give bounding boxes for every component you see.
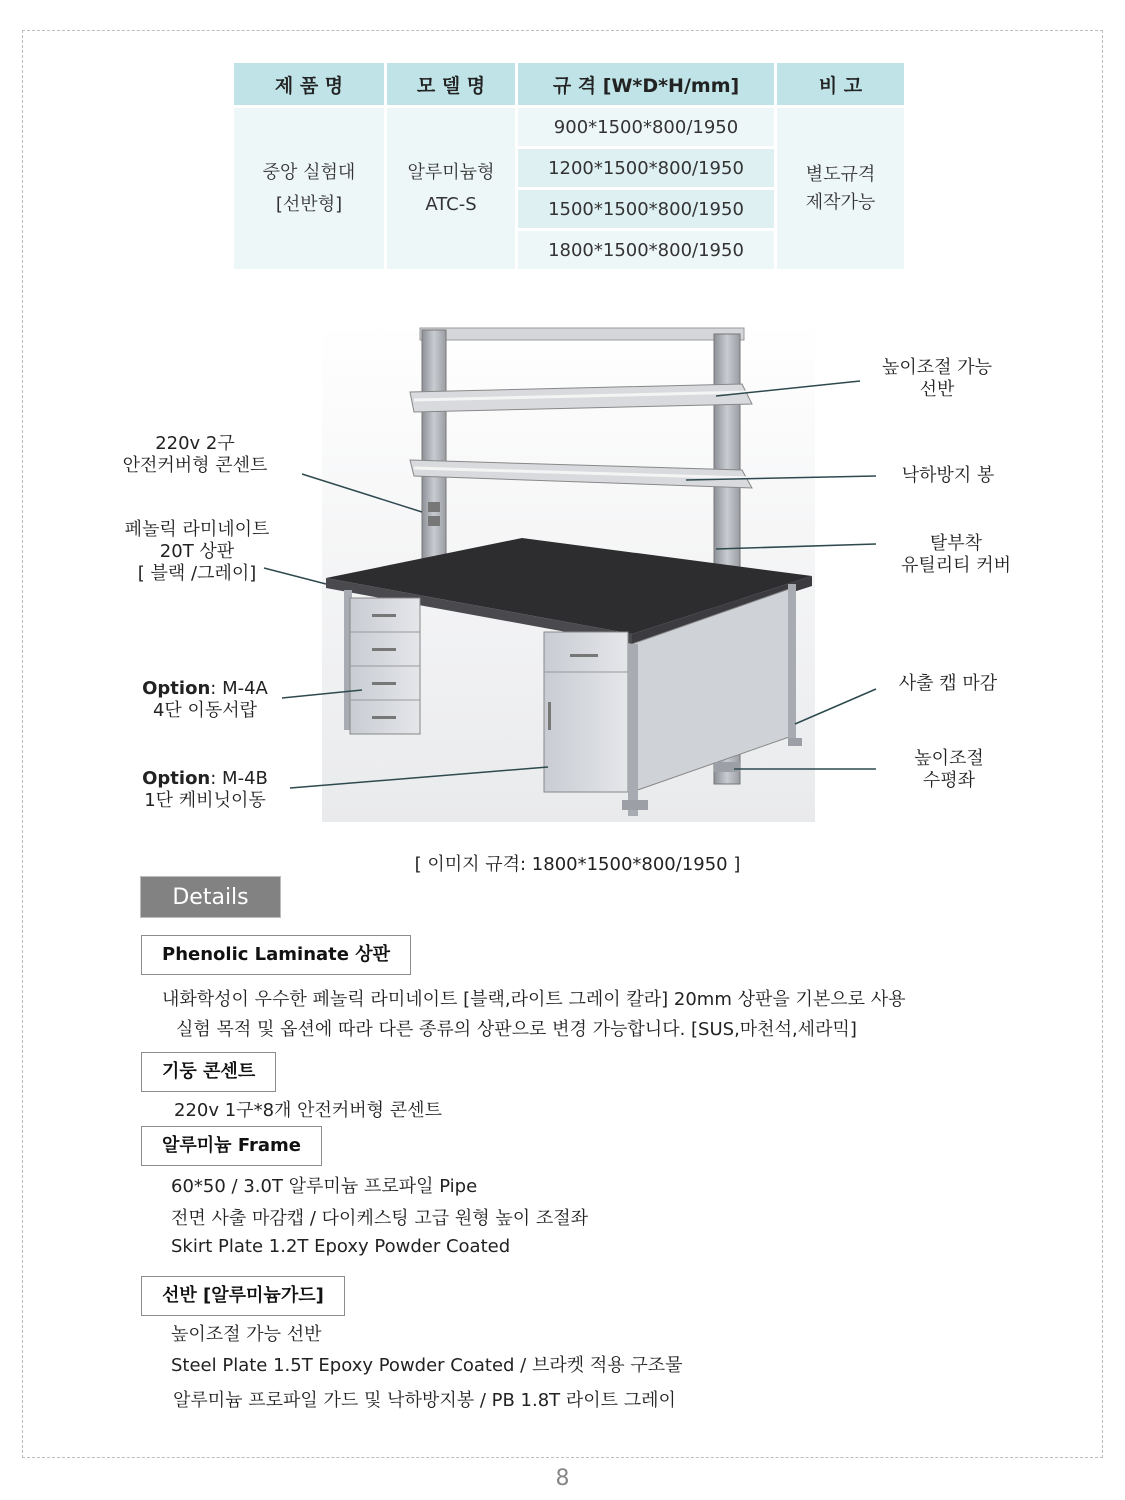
section-text: 전면 사출 마감캡 / 다이케스팅 고급 원형 높이 조절좌 <box>171 1208 588 1229</box>
callout-text <box>130 678 280 700</box>
section-text: Steel Plate 1.5T Epoxy Powder Coated / 브라켓 적용 구조물 <box>171 1355 683 1376</box>
callout-text: 4단 이동서랍 <box>152 700 258 721</box>
dimension-cell: 1500*1500*800/1950 <box>518 190 774 228</box>
callout-end-cap <box>880 673 1016 695</box>
callout-adjustable-shelf <box>862 357 1012 401</box>
header-model-name: 모 델 명 <box>387 63 515 105</box>
option-label: Option <box>142 678 211 699</box>
model-name-line: ATC-S <box>425 193 477 215</box>
callout-text: 탈부착 <box>929 533 983 554</box>
header-dimensions: 규 격 [W*D*H/mm] <box>518 63 774 105</box>
callout-text: 220v 2구 <box>155 433 235 454</box>
callout-text: 수평좌 <box>922 770 976 791</box>
section-text: 알루미늄 프로파일 가드 및 낙하방지봉 / PB 1.8T 라이트 그레이 <box>173 1390 676 1411</box>
callout-anti-drop-bar <box>880 465 1016 487</box>
callout-option-m4a <box>130 678 280 722</box>
option-code: : M-4B <box>210 768 268 789</box>
dimension-cell: 1200*1500*800/1950 <box>518 149 774 187</box>
product-name-line: 중앙 실험대 <box>262 161 356 183</box>
callout-text: 안전커버형 콘센트 <box>122 455 268 476</box>
callout-text: 높이조절 <box>914 748 984 769</box>
section-title-shelf: 선반 [알루미늄가드] <box>141 1276 345 1316</box>
section-text: 높이조절 가능 선반 <box>171 1324 322 1345</box>
model-name-line: 알루미늄형 <box>407 161 495 183</box>
callout-text: 선반 <box>919 379 955 400</box>
callout-text: 높이조절 가능 <box>881 357 993 378</box>
callout-outlet <box>110 433 280 477</box>
callout-laminate <box>104 519 290 585</box>
note-line: 제작가능 <box>805 191 876 213</box>
callout-text: 사출 캡 마감 <box>898 673 998 694</box>
header-product-name: 제 품 명 <box>234 63 384 105</box>
callout-utility-cover <box>886 533 1026 577</box>
section-text: Skirt Plate 1.2T Epoxy Powder Coated <box>171 1236 511 1257</box>
header-note: 비 고 <box>777 63 904 105</box>
callout-text: 1단 케비닛이동 <box>144 790 266 811</box>
callout-text: 페놀릭 라미네이트 <box>124 519 270 540</box>
dimension-cell: 900*1500*800/1950 <box>518 108 774 146</box>
section-text: 60*50 / 3.0T 알루미늄 프로파일 Pipe <box>171 1176 478 1197</box>
callout-text: 낙하방지 봉 <box>901 465 995 486</box>
section-text: 220v 1구*8개 안전커버형 콘센트 <box>174 1100 442 1121</box>
option-code: : M-4A <box>210 678 268 699</box>
details-label: Details <box>141 877 280 917</box>
callout-text <box>130 768 280 790</box>
callout-option-m4b <box>130 768 280 812</box>
section-title-frame: 알루미늄 Frame <box>141 1126 322 1166</box>
section-title-outlet: 기둥 콘센트 <box>141 1052 276 1092</box>
section-text: 내화학성이 우수한 페놀릭 라미네이트 [블랙,라이트 그레이 칼라] 20mm 상판을 기본으로 사용 <box>162 989 906 1010</box>
callout-text: 20T 상판 <box>159 541 235 562</box>
callout-text: [ 블랙 /그레이] <box>137 563 257 584</box>
option-label: Option <box>142 768 211 789</box>
section-text: 실험 목적 및 옵션에 따라 다른 종류의 상판으로 변경 가능합니다. [SUS,마천석,세라믹] <box>176 1019 857 1040</box>
callout-text: 유틸리티 커버 <box>900 555 1012 576</box>
callout-leveler <box>886 748 1012 792</box>
image-caption: [ 이미지 규격: 1800*1500*800/1950 ] <box>414 854 741 875</box>
note-line: 별도규격 <box>805 163 876 185</box>
section-title-laminate: Phenolic Laminate 상판 <box>141 935 411 975</box>
dimension-cell: 1800*1500*800/1950 <box>518 231 774 269</box>
page-number: 8 <box>555 1466 570 1491</box>
product-name-line: [선반형] <box>275 193 343 215</box>
